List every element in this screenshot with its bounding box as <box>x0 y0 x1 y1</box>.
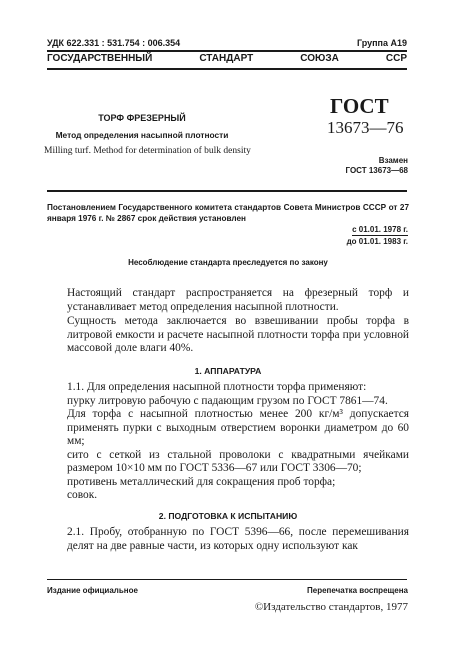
replaces-gost: ГОСТ 13673—68 <box>345 166 408 175</box>
intro-text-2: Сущность метода заключается во взвешивании пробы торфа в литровой емкости и расчете насыпной плотности торфа при условной массовой доле влаги 40%. <box>67 315 409 354</box>
intro-paragraph-1 <box>47 287 409 314</box>
official-edition: Издание официальное <box>47 586 138 595</box>
clause-1-1-item-b: Для торфа с насыпной плотностью менее 200 кг/м³ допускается применять пурки с выходным отверстием воронки диаметром до 60 мм; <box>67 408 409 447</box>
top-rule <box>47 50 407 52</box>
document-title: ТОРФ ФРЕЗЕРНЫЙ <box>98 113 186 123</box>
group-code: Группа А19 <box>356 38 407 48</box>
clause-1-1-text: 1.1. Для определения насыпной плотности торфа применяют: <box>67 381 367 393</box>
gost-label: ГОСТ <box>330 94 389 118</box>
clause-1-1 <box>47 381 409 503</box>
intro-paragraph-2 <box>47 315 409 356</box>
validity-divider <box>352 235 408 236</box>
validity-from: с 01.01. 1978 г. <box>352 225 408 234</box>
footer-rule <box>47 579 407 580</box>
clause-1-1-item-d: противень металлический для сокращения проб торфа; <box>67 475 336 488</box>
reprint-notice: Перепечатка воспрещена <box>307 586 408 595</box>
udk-code: УДК 622.331 : 531.754 : 006.354 <box>47 38 181 48</box>
document-subtitle: Метод определения насыпной плотности <box>55 130 229 140</box>
english-title: Milling turf. Method for determination of bulk density <box>44 146 251 156</box>
section-heading-2: 2. ПОДГОТОВКА К ИСПЫТАНИЮ <box>158 511 298 521</box>
clause-1-1-item-c: сито с сеткой из стальной проволоки с квадратными ячейками размером 10×10 мм по ГОСТ 5336—67 или ГОСТ 3306—70; <box>67 448 409 474</box>
gost-number: 13673—76 <box>327 118 404 137</box>
copyright: ©Издательство стандартов, 1977 <box>254 601 408 613</box>
replaces-label: Взамен <box>378 156 408 165</box>
law-notice: Несоблюдение стандарта преследуется по закону <box>128 258 328 267</box>
decree-text: Постановлением Государственного комитета стандартов Совета Министров СССР от 27 января 1976 г. № 2867 срок действия установлен <box>47 203 409 223</box>
clause-1-1-item-a: пурку литровую рабочую с падающим грузом по ГОСТ 7861—74. <box>67 394 388 407</box>
clause-2-1 <box>47 526 409 553</box>
clause-1-1-item-e: совок. <box>67 489 98 501</box>
intro-text-1: Настоящий стандарт распространяется на фрезерный торф и устанавливает метод определения насыпной плотности. <box>67 287 409 313</box>
section-heading-1: 1. АППАРАТУРА <box>194 366 262 376</box>
banner-rule <box>47 68 407 70</box>
validity-to: до 01.01. 1983 г. <box>346 237 408 246</box>
title-rule <box>47 190 407 192</box>
clause-2-1-text: 2.1. Пробу, отобранную по ГОСТ 5396—66, после перемешивания делят на две равные части, из которых одну используют как <box>67 526 409 552</box>
standard-banner: ГОСУДАРСТВЕННЫЙ СТАНДАРТ СОЮЗА ССР <box>47 53 407 64</box>
